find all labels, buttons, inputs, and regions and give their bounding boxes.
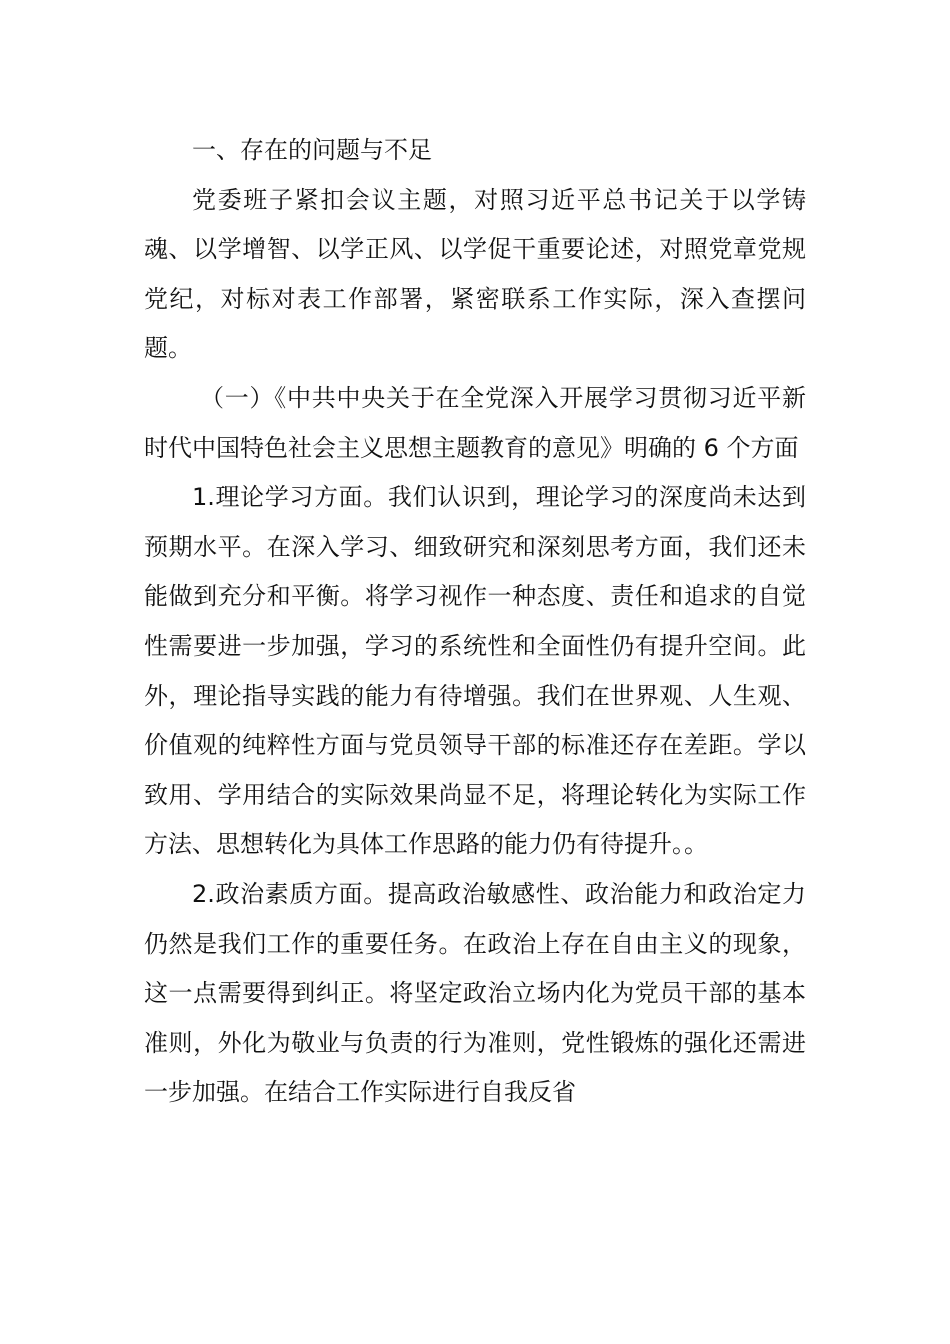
- political-quality-paragraph: 2.政治素质方面。提高政治敏感性、政治能力和政治定力仍然是我们工作的重要任务。在政治上存在自由主义的现象，这一点需要得到纠正。将坚定政治立场内化为党员干部的基本准则，外化为敬业与负责的行为准则，党性锻炼的强化还需进一步加强。在结合工作实际进行自我反省: [144, 879, 806, 1107]
- subsection-heading: （一）《中共中央关于在全党深入开展学习贯彻习近平新时代中国特色社会主义思想主题教育的意见》明确的 6 个方面: [144, 383, 806, 462]
- section-heading: 一、存在的问题与不足: [192, 136, 432, 164]
- intro-paragraph: 党委班子紧扣会议主题，对照习近平总书记关于以学铸魂、以学增智、以学正风、以学促干重要论述，对照党章党规党纪，对标对表工作部署，紧密联系工作实际，深入查摆问题。: [144, 185, 806, 363]
- document-body: [144, 126, 806, 1118]
- theory-study-paragraph: 1.理论学习方面。我们认识到，理论学习的深度尚未达到预期水平。在深入学习、细致研究和深刻思考方面，我们还未能做到充分和平衡。将学习视作一种态度、责任和追求的自觉性需要进一步加强，学习的系统性和全面性仍有提升空间。此外，理论指导实践的能力有待增强。我们在世界观、人生观、价值观的纯粹性方面与党员领导干部的标准还存在差距。学以致用、学用结合的实际效果尚显不足，将理论转化为实际工作方法、思想转化为具体工作思路的能力仍有待提升。。: [144, 483, 806, 859]
